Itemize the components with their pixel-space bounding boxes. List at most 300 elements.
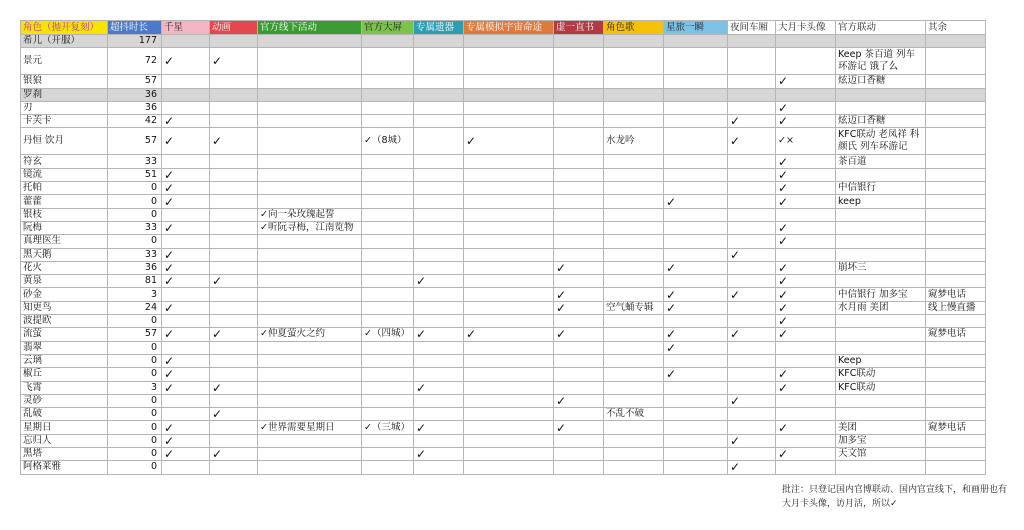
table-cell bbox=[464, 301, 554, 314]
table-cell bbox=[728, 195, 776, 208]
check-cell: ✓ bbox=[162, 182, 210, 195]
duration-cell: 3 bbox=[108, 381, 162, 394]
character-name-cell: 银狼 bbox=[21, 75, 108, 88]
check-cell: ✓ bbox=[728, 248, 776, 261]
check-cell: ✓ bbox=[776, 115, 836, 128]
table-cell bbox=[604, 341, 664, 354]
table-cell bbox=[926, 261, 986, 274]
table-row bbox=[21, 195, 986, 208]
table-cell bbox=[604, 275, 664, 288]
table-cell bbox=[210, 115, 258, 128]
table-cell bbox=[664, 88, 728, 101]
table-row bbox=[21, 182, 986, 195]
table-cell bbox=[604, 448, 664, 461]
duration-cell: 36 bbox=[108, 88, 162, 101]
character-name-cell: 景元 bbox=[21, 48, 108, 75]
table-cell bbox=[362, 235, 414, 248]
check-cell: ✓ bbox=[776, 261, 836, 274]
table-cell bbox=[664, 208, 728, 221]
table-cell bbox=[776, 248, 836, 261]
duration-cell: 0 bbox=[108, 448, 162, 461]
table-cell bbox=[664, 48, 728, 75]
table-cell bbox=[926, 35, 986, 48]
table-cell bbox=[604, 88, 664, 101]
table-cell bbox=[664, 115, 728, 128]
character-name-cell: 流萤 bbox=[21, 328, 108, 341]
table-cell bbox=[258, 88, 362, 101]
table-cell: Keep 茶百道 列车环游记 饿了么 bbox=[836, 48, 926, 75]
table-cell bbox=[258, 448, 362, 461]
column-header: 虚一直书 bbox=[554, 21, 604, 35]
table-cell bbox=[414, 208, 464, 221]
character-name-cell: 飞霄 bbox=[21, 381, 108, 394]
table-cell: Keep bbox=[836, 354, 926, 367]
table-cell bbox=[604, 115, 664, 128]
table-cell bbox=[414, 354, 464, 367]
table-cell bbox=[664, 155, 728, 168]
table-cell bbox=[554, 381, 604, 394]
table-cell bbox=[362, 301, 414, 314]
check-cell: ✓ bbox=[210, 381, 258, 394]
table-cell bbox=[464, 448, 554, 461]
duration-cell: 36 bbox=[108, 101, 162, 114]
table-cell: 水月雨 美团 bbox=[836, 301, 926, 314]
table-cell bbox=[258, 261, 362, 274]
check-cell: ✓ bbox=[414, 275, 464, 288]
table-cell bbox=[414, 221, 464, 234]
table-cell bbox=[604, 421, 664, 434]
table-row bbox=[21, 328, 986, 341]
table-cell bbox=[362, 275, 414, 288]
table-cell bbox=[464, 221, 554, 234]
check-cell: ✓ bbox=[162, 48, 210, 75]
table-cell: 窥梦电话 bbox=[926, 421, 986, 434]
table-cell bbox=[464, 208, 554, 221]
table-cell bbox=[604, 381, 664, 394]
character-name-cell: 翡翠 bbox=[21, 341, 108, 354]
column-header: 专属遗器 bbox=[414, 21, 464, 35]
check-cell: ✓ bbox=[162, 421, 210, 434]
table-cell bbox=[414, 408, 464, 421]
check-cell: ✓ bbox=[776, 168, 836, 181]
check-cell: ✓ bbox=[728, 288, 776, 301]
table-cell: 窥梦电话 bbox=[926, 328, 986, 341]
check-cell: ✓ bbox=[414, 421, 464, 434]
character-name-cell: 知更鸟 bbox=[21, 301, 108, 314]
table-cell bbox=[604, 168, 664, 181]
table-cell bbox=[162, 394, 210, 407]
duration-cell: 24 bbox=[108, 301, 162, 314]
table-cell bbox=[464, 408, 554, 421]
check-cell: ✓ bbox=[162, 381, 210, 394]
table-cell bbox=[554, 155, 604, 168]
table-cell bbox=[728, 182, 776, 195]
duration-cell: 33 bbox=[108, 248, 162, 261]
check-cell: ✓ bbox=[664, 328, 728, 341]
table-cell bbox=[728, 221, 776, 234]
duration-cell: 0 bbox=[108, 341, 162, 354]
table-cell bbox=[776, 354, 836, 367]
duration-cell: 0 bbox=[108, 421, 162, 434]
table-cell bbox=[836, 328, 926, 341]
table-cell: 崩坏三 bbox=[836, 261, 926, 274]
table-cell bbox=[258, 434, 362, 447]
check-cell: ✓ bbox=[554, 301, 604, 314]
table-cell bbox=[362, 394, 414, 407]
table-cell bbox=[836, 248, 926, 261]
check-cell: ✓ bbox=[210, 448, 258, 461]
duration-cell: 0 bbox=[108, 315, 162, 328]
table-cell bbox=[258, 101, 362, 114]
table-cell bbox=[664, 101, 728, 114]
table-cell bbox=[464, 261, 554, 274]
table-cell bbox=[664, 421, 728, 434]
table-cell bbox=[258, 408, 362, 421]
table-cell bbox=[464, 341, 554, 354]
column-header: 角色（抛开复刻） bbox=[21, 21, 108, 35]
table-row bbox=[21, 448, 986, 461]
table-cell: keep bbox=[836, 195, 926, 208]
table-cell bbox=[554, 315, 604, 328]
table-cell bbox=[210, 35, 258, 48]
table-cell: ✓（四城） bbox=[362, 328, 414, 341]
table-cell bbox=[362, 155, 414, 168]
table-cell bbox=[776, 394, 836, 407]
table-cell bbox=[258, 354, 362, 367]
check-cell: ✓ bbox=[776, 301, 836, 314]
table-cell bbox=[414, 248, 464, 261]
table-cell bbox=[554, 221, 604, 234]
table-cell bbox=[604, 221, 664, 234]
table-cell bbox=[362, 461, 414, 474]
duration-cell: 0 bbox=[108, 394, 162, 407]
table-cell bbox=[836, 208, 926, 221]
table-cell bbox=[210, 195, 258, 208]
table-cell bbox=[162, 88, 210, 101]
table-row bbox=[21, 48, 986, 75]
character-name-cell: 忘归人 bbox=[21, 434, 108, 447]
check-cell: ✓ bbox=[162, 248, 210, 261]
table-row bbox=[21, 208, 986, 221]
table-cell bbox=[464, 248, 554, 261]
column-header: 官方大屏 bbox=[362, 21, 414, 35]
check-cell: ✓ bbox=[776, 421, 836, 434]
table-cell bbox=[728, 315, 776, 328]
table-row bbox=[21, 261, 986, 274]
check-cell: ✓ bbox=[728, 394, 776, 407]
table-cell bbox=[728, 48, 776, 75]
table-cell bbox=[414, 434, 464, 447]
table-cell bbox=[162, 461, 210, 474]
table-cell: 水龙吟 bbox=[604, 128, 664, 155]
check-cell: ✓ bbox=[664, 301, 728, 314]
table-cell bbox=[414, 315, 464, 328]
duration-cell: 72 bbox=[108, 48, 162, 75]
table-row bbox=[21, 421, 986, 434]
table-cell bbox=[414, 128, 464, 155]
table-cell bbox=[776, 434, 836, 447]
check-cell: ✓ bbox=[776, 221, 836, 234]
table-cell bbox=[776, 461, 836, 474]
duration-cell: 0 bbox=[108, 354, 162, 367]
table-cell bbox=[554, 275, 604, 288]
table-cell bbox=[464, 288, 554, 301]
table-cell: ✓向一朵玫瑰起誓 bbox=[258, 208, 362, 221]
table-cell bbox=[728, 448, 776, 461]
table-cell bbox=[604, 155, 664, 168]
character-name-cell: 镜流 bbox=[21, 168, 108, 181]
table-cell bbox=[604, 394, 664, 407]
table-cell bbox=[210, 434, 258, 447]
table-cell bbox=[604, 182, 664, 195]
table-cell bbox=[926, 168, 986, 181]
table-cell bbox=[362, 35, 414, 48]
table-cell bbox=[362, 168, 414, 181]
table-cell bbox=[162, 408, 210, 421]
table-cell bbox=[664, 275, 728, 288]
table-cell bbox=[728, 368, 776, 381]
check-cell: ✓ bbox=[776, 368, 836, 381]
table-cell bbox=[554, 128, 604, 155]
table-cell bbox=[464, 48, 554, 75]
table-cell bbox=[362, 48, 414, 75]
check-cell: ✓ bbox=[776, 315, 836, 328]
table-cell bbox=[464, 421, 554, 434]
table-cell bbox=[926, 381, 986, 394]
table-row bbox=[21, 288, 986, 301]
table-cell bbox=[836, 221, 926, 234]
table-cell bbox=[258, 155, 362, 168]
table-cell bbox=[926, 208, 986, 221]
character-name-cell: 罗刹 bbox=[21, 88, 108, 101]
duration-cell: 0 bbox=[108, 408, 162, 421]
table-cell bbox=[162, 208, 210, 221]
table-cell bbox=[728, 301, 776, 314]
table-cell bbox=[258, 195, 362, 208]
table-cell bbox=[836, 235, 926, 248]
table-cell: 加多宝 bbox=[836, 434, 926, 447]
table-cell bbox=[464, 35, 554, 48]
table-cell bbox=[162, 288, 210, 301]
table-cell bbox=[414, 48, 464, 75]
check-cell: ✓ bbox=[776, 235, 836, 248]
table-cell bbox=[258, 381, 362, 394]
check-cell: ✓ bbox=[728, 328, 776, 341]
table-cell bbox=[414, 341, 464, 354]
table-cell bbox=[464, 182, 554, 195]
check-cell: ✓ bbox=[776, 155, 836, 168]
table-cell bbox=[728, 408, 776, 421]
table-cell bbox=[210, 394, 258, 407]
table-cell bbox=[210, 88, 258, 101]
table-cell bbox=[926, 88, 986, 101]
table-cell bbox=[414, 101, 464, 114]
table-cell bbox=[362, 315, 414, 328]
table-cell bbox=[362, 288, 414, 301]
character-name-cell: 灵砂 bbox=[21, 394, 108, 407]
table-cell bbox=[464, 461, 554, 474]
table-cell bbox=[728, 354, 776, 367]
table-cell: 茶百道 bbox=[836, 155, 926, 168]
character-name-cell: 乱破 bbox=[21, 408, 108, 421]
table-cell bbox=[604, 48, 664, 75]
table-cell bbox=[554, 48, 604, 75]
table-cell bbox=[414, 182, 464, 195]
table-cell bbox=[258, 315, 362, 328]
character-name-cell: 托帕 bbox=[21, 182, 108, 195]
duration-cell: 3 bbox=[108, 288, 162, 301]
character-name-cell: 符玄 bbox=[21, 155, 108, 168]
character-name-cell: 云璃 bbox=[21, 354, 108, 367]
table-row bbox=[21, 275, 986, 288]
character-name-cell: 黑天鹅 bbox=[21, 248, 108, 261]
table-cell bbox=[664, 408, 728, 421]
check-cell: ✓ bbox=[776, 328, 836, 341]
table-cell bbox=[554, 115, 604, 128]
table-cell bbox=[664, 168, 728, 181]
table-row bbox=[21, 128, 986, 155]
table-cell bbox=[604, 208, 664, 221]
table-cell bbox=[464, 315, 554, 328]
table-cell bbox=[664, 248, 728, 261]
table-cell bbox=[926, 408, 986, 421]
check-cell: ✓ bbox=[554, 394, 604, 407]
table-cell bbox=[776, 341, 836, 354]
table-cell bbox=[362, 195, 414, 208]
table-cell bbox=[362, 448, 414, 461]
table-cell bbox=[210, 155, 258, 168]
column-header: 星旅一瞬 bbox=[664, 21, 728, 35]
column-header: 超抖时长 bbox=[108, 21, 162, 35]
table-cell bbox=[836, 101, 926, 114]
table-cell bbox=[554, 341, 604, 354]
column-header: 专属模拟宇宙命途 bbox=[464, 21, 554, 35]
character-name-cell: 刃 bbox=[21, 101, 108, 114]
table-cell bbox=[258, 75, 362, 88]
table-cell bbox=[362, 88, 414, 101]
check-cell: ✓ bbox=[162, 354, 210, 367]
character-name-cell: 波提欧 bbox=[21, 315, 108, 328]
table-cell bbox=[362, 341, 414, 354]
table-cell bbox=[776, 208, 836, 221]
table-cell bbox=[210, 101, 258, 114]
table-cell bbox=[604, 288, 664, 301]
table-cell bbox=[664, 381, 728, 394]
table-cell bbox=[664, 434, 728, 447]
table-cell bbox=[836, 88, 926, 101]
duration-cell: 33 bbox=[108, 155, 162, 168]
table-cell bbox=[664, 75, 728, 88]
table-cell bbox=[926, 275, 986, 288]
table-cell bbox=[664, 182, 728, 195]
check-cell: ✓ bbox=[414, 381, 464, 394]
check-cell: ✓ bbox=[776, 448, 836, 461]
table-cell bbox=[210, 182, 258, 195]
check-cell: ✓ bbox=[162, 368, 210, 381]
table-cell bbox=[162, 235, 210, 248]
check-cell: ✓ bbox=[464, 128, 554, 155]
check-cell: ✓ bbox=[162, 261, 210, 274]
table-cell bbox=[414, 155, 464, 168]
table-cell bbox=[554, 101, 604, 114]
table-cell bbox=[604, 461, 664, 474]
table-cell bbox=[836, 394, 926, 407]
check-cell: ✓ bbox=[162, 221, 210, 234]
check-cell: ✓ bbox=[162, 168, 210, 181]
table-cell bbox=[554, 168, 604, 181]
check-cell: ✓ bbox=[162, 328, 210, 341]
duration-cell: 57 bbox=[108, 128, 162, 155]
check-cell: ✓ bbox=[664, 368, 728, 381]
table-cell bbox=[464, 195, 554, 208]
table-cell bbox=[162, 155, 210, 168]
table-row bbox=[21, 248, 986, 261]
table-cell bbox=[664, 221, 728, 234]
table-cell bbox=[926, 115, 986, 128]
check-cell: ✓ bbox=[776, 275, 836, 288]
table-cell bbox=[258, 48, 362, 75]
table-cell bbox=[664, 315, 728, 328]
table-cell bbox=[554, 434, 604, 447]
table-cell: 炫迈口香糖 bbox=[836, 115, 926, 128]
character-name-cell: 阮梅 bbox=[21, 221, 108, 234]
table-cell bbox=[728, 235, 776, 248]
table-cell bbox=[604, 368, 664, 381]
table-cell bbox=[362, 354, 414, 367]
table-cell bbox=[258, 168, 362, 181]
duration-cell: 0 bbox=[108, 434, 162, 447]
table-cell bbox=[728, 88, 776, 101]
character-name-cell: 真理医生 bbox=[21, 235, 108, 248]
table-cell bbox=[554, 235, 604, 248]
check-cell: ✓ bbox=[776, 182, 836, 195]
table-cell bbox=[258, 394, 362, 407]
table-cell bbox=[604, 315, 664, 328]
table-cell bbox=[836, 341, 926, 354]
table-cell bbox=[258, 301, 362, 314]
character-name-cell: 藿藿 bbox=[21, 195, 108, 208]
table-cell bbox=[728, 155, 776, 168]
table-cell bbox=[258, 182, 362, 195]
check-cell: ✓ bbox=[464, 328, 554, 341]
table-cell: 炫迈口香糖 bbox=[836, 75, 926, 88]
table-cell bbox=[362, 248, 414, 261]
header-row bbox=[21, 21, 986, 35]
table-cell bbox=[414, 368, 464, 381]
table-cell: KFC联动 老凤祥 科颜氏 列车环游记 bbox=[836, 128, 926, 155]
table-row bbox=[21, 368, 986, 381]
column-header: 千星 bbox=[162, 21, 210, 35]
table-cell bbox=[836, 408, 926, 421]
table-cell bbox=[362, 408, 414, 421]
check-cell: ✓ bbox=[776, 195, 836, 208]
table-cell bbox=[464, 168, 554, 181]
table-cell bbox=[664, 394, 728, 407]
table-cell bbox=[728, 341, 776, 354]
table-cell: 天文馆 bbox=[836, 448, 926, 461]
table-cell bbox=[664, 448, 728, 461]
table-cell bbox=[604, 248, 664, 261]
table-cell bbox=[926, 354, 986, 367]
table-cell bbox=[926, 315, 986, 328]
duration-cell: 81 bbox=[108, 275, 162, 288]
check-cell: ✓ bbox=[414, 448, 464, 461]
table-cell bbox=[258, 35, 362, 48]
table-cell bbox=[604, 195, 664, 208]
table-cell bbox=[728, 168, 776, 181]
table-cell bbox=[604, 434, 664, 447]
check-cell: ✓ bbox=[664, 261, 728, 274]
